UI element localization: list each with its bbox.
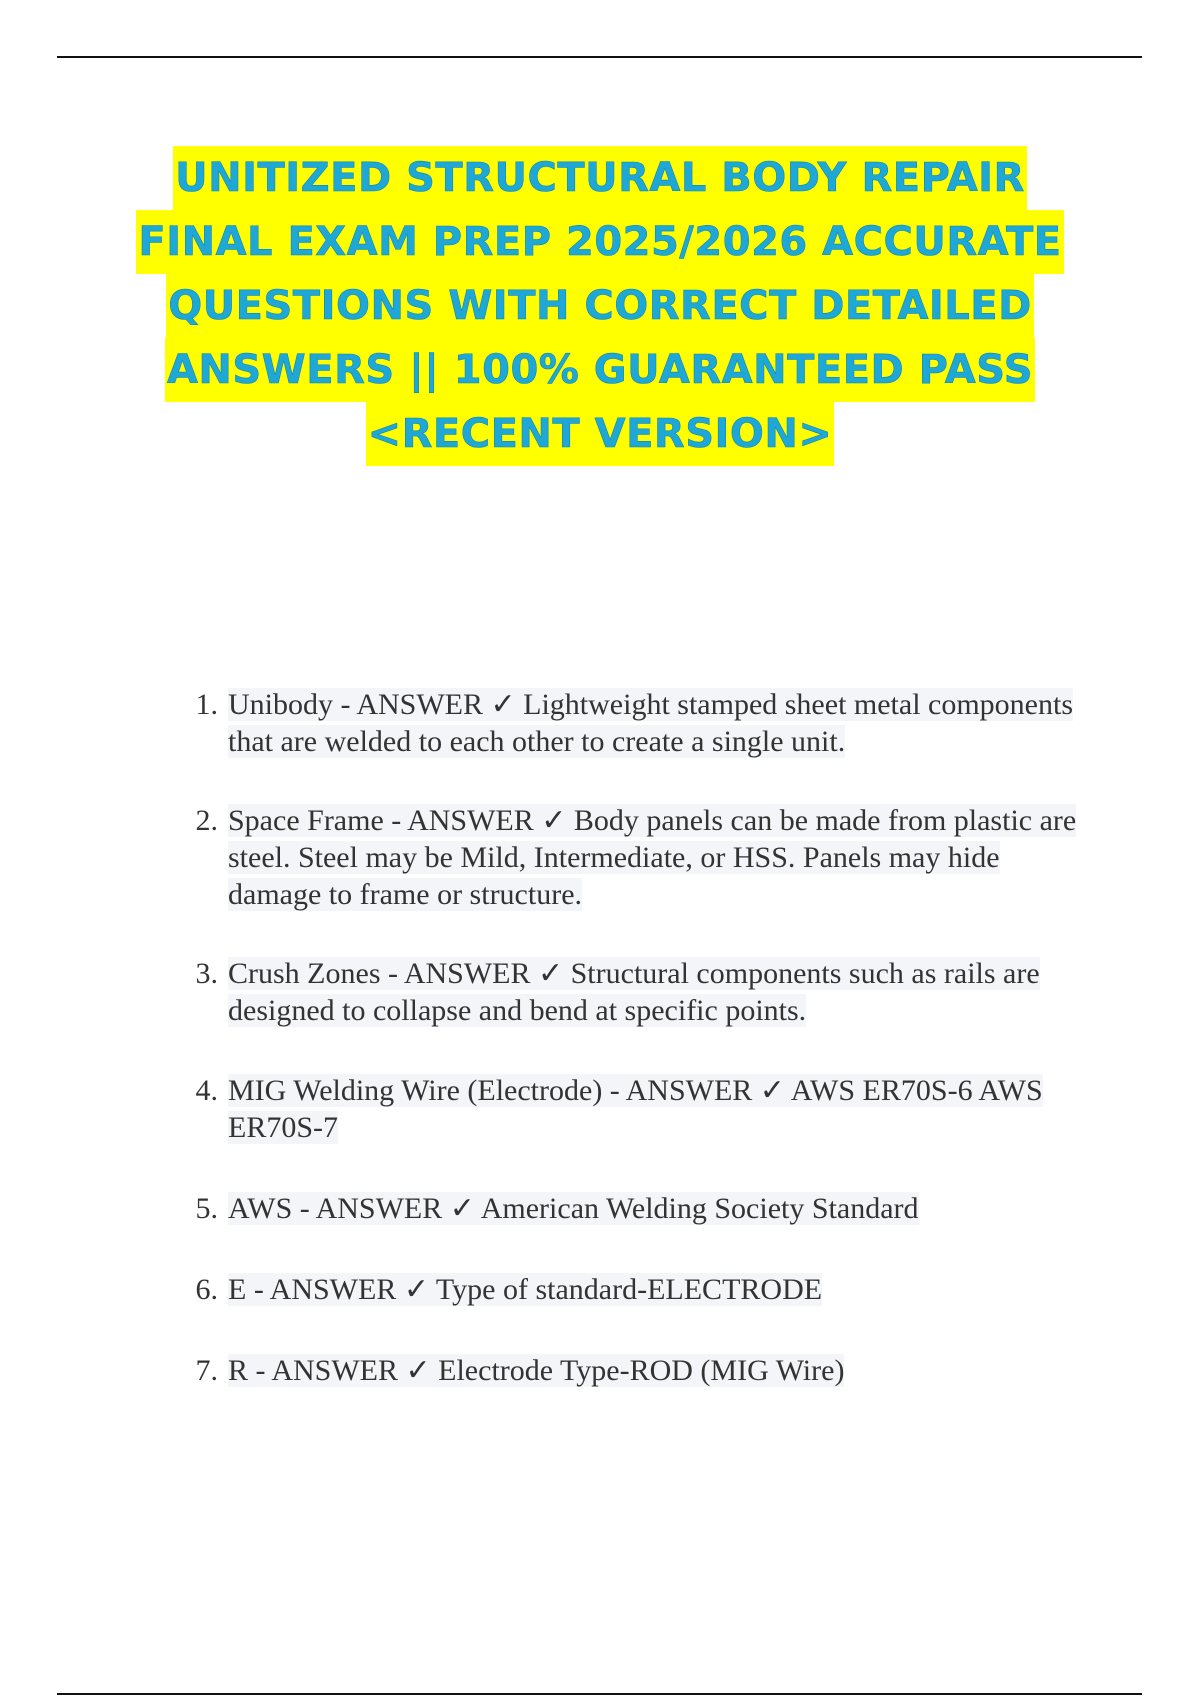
item-text [228,1271,1095,1308]
item-text-content: Unibody - ANSWER ✓ Lightweight stamped sheet metal components that are welded to each other to create a single unit. [228,688,1074,758]
title-line-text: UNITIZED STRUCTURAL BODY REPAIR [173,146,1027,210]
item-text-content: Crush Zones - ANSWER ✓ Structural components such as rails are designed to collapse and bend at specific points. [228,957,1040,1027]
item-number: 3. [195,957,218,990]
list-item [175,686,1095,760]
item-text [228,1072,1095,1146]
title-line-5 [100,402,1100,466]
list-item [175,1072,1095,1146]
item-number: 4. [195,1074,218,1107]
title-line-1 [100,146,1100,210]
item-text [228,955,1095,1029]
title-line-text: FINAL EXAM PREP 2025/2026 ACCURATE [136,210,1063,274]
item-text-content: E - ANSWER ✓ Type of standard-ELECTRODE [228,1273,823,1306]
bottom-divider [57,1693,1142,1695]
item-text [228,686,1095,760]
list-item [175,955,1095,1029]
title-line-3 [100,274,1100,338]
item-number: 7. [195,1354,218,1387]
item-number: 6. [195,1273,218,1306]
title-line-text: QUESTIONS WITH CORRECT DETAILED [166,274,1034,338]
list-item [175,1271,1095,1308]
item-text-content: AWS - ANSWER ✓ American Welding Society Standard [228,1192,919,1225]
item-number: 2. [195,804,218,837]
title-line-4 [100,338,1100,402]
title-line-text: ANSWERS || 100% GUARANTEED PASS [165,338,1035,402]
item-number: 1. [195,688,218,721]
item-text-content: Space Frame - ANSWER ✓ Body panels can be made from plastic are steel. Steel may be Mild, Intermediate, or HSS. Panels may hide damage to frame or structure. [228,804,1077,911]
title-line-text: <RECENT VERSION> [366,402,835,466]
top-divider [57,56,1142,58]
list-item [175,1352,1095,1389]
item-text [228,1352,1095,1389]
item-text [228,1190,1095,1227]
item-text [228,802,1095,913]
question-answer-list [175,686,1095,1432]
list-item [175,1190,1095,1227]
list-item [175,802,1095,913]
item-text-content: R - ANSWER ✓ Electrode Type-ROD (MIG Wire) [228,1354,845,1387]
document-title [100,146,1100,466]
item-text-content: MIG Welding Wire (Electrode) - ANSWER ✓ AWS ER70S-6 AWS ER70S-7 [228,1074,1043,1144]
item-number: 5. [195,1192,218,1225]
title-line-2 [100,210,1100,274]
